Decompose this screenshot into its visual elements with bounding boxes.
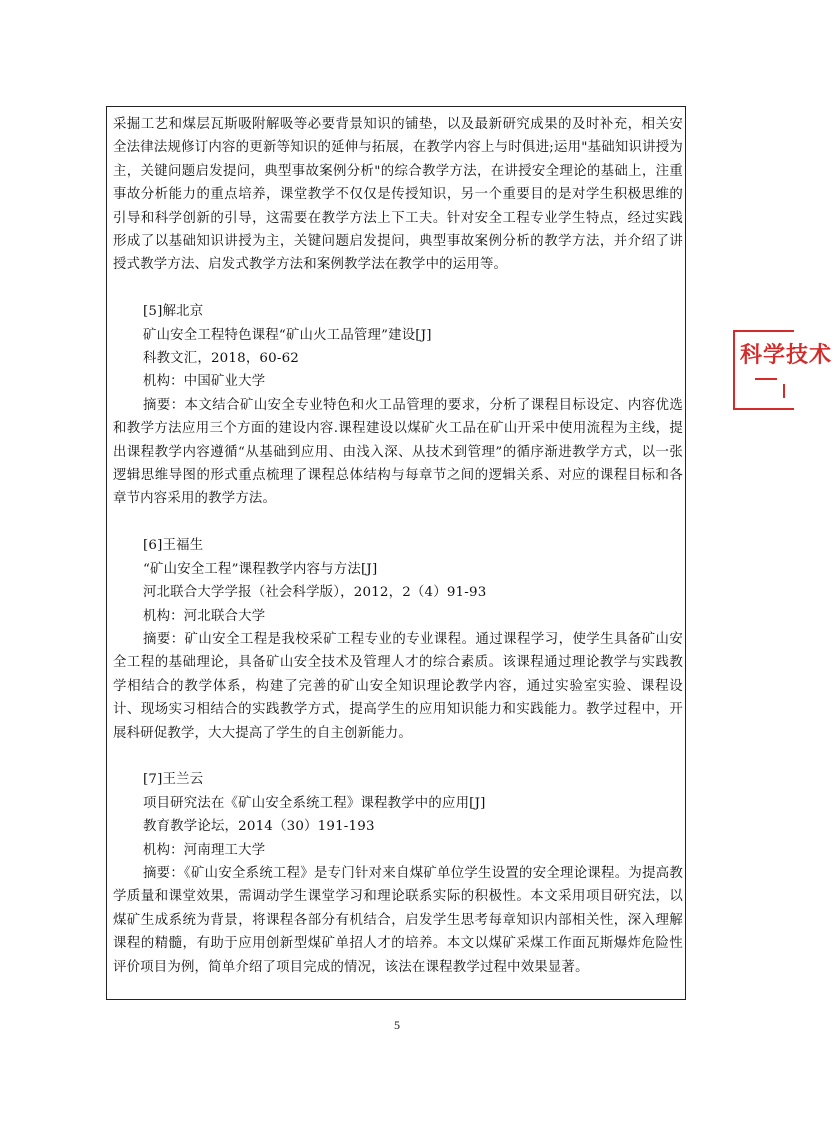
reference-abstract: 摘要：《矿山安全系统工程》是专门针对来自煤矿单位学生设置的安全理论课程。为提高教学质量和课堂效果，需调动学生课堂学习和理论联系实际的积极性。本文采用项目研究法，以煤矿生成系统为背景，将课程各部分有机结合，启发学生思考每章知识内部相关性，深入理解课程的精髓，有助于应用创新型煤矿单招人才的培养。本文以煤矿采煤工作面瓦斯爆炸危险性评价项目为例，简单介绍了项目完成的情况，该法在课程教学过程中效果显著。 bbox=[113, 865, 683, 975]
reference-title: “矿山安全工程”课程教学内容与方法[J] bbox=[143, 561, 378, 577]
reference-title: 项目研究法在《矿山安全系统工程》课程教学中的应用[J] bbox=[143, 795, 486, 811]
red-seal-stamp bbox=[733, 330, 832, 410]
reference-author: [6]王福生 bbox=[143, 538, 204, 554]
reference-source: 科教文汇，2018，60-62 bbox=[143, 351, 300, 367]
reference-abstract: 摘要：本文结合矿山安全专业特色和火工品管理的要求，分析了课程目标设定、内容优选和教学方法应用三个方面的建设内容.课程建设以煤矿火工品在矿山开采中使用流程为主线，提出课程教学内容遵循“从基础到应用、由浅入深、从技术到管理”的循序渐进教学方式，以一张逻辑思维导图的形式重点梳理了课程总体结构与每章节之间的逻辑关系、对应的课程目标和各章节内容采用的教学方法。 bbox=[113, 397, 683, 507]
stamp-text: 科学技术 bbox=[740, 343, 832, 368]
reference-institution: 机构：河北联合大学 bbox=[143, 608, 266, 624]
page-number: 5 bbox=[394, 1018, 400, 1032]
spacer bbox=[113, 277, 683, 300]
reference-institution: 机构：河南理工大学 bbox=[143, 842, 266, 858]
spacer bbox=[113, 745, 683, 768]
stamp-mark bbox=[755, 378, 777, 386]
reference-source: 河北联合大学学报（社会科学版），2012，2（4）91-93 bbox=[143, 585, 487, 601]
reference-abstract: 摘要：矿山安全工程是我校采矿工程专业的专业课程。通过课程学习，使学生具备矿山安全工程的基础理论，具备矿山安全技术及管理人才的综合素质。该课程通过理论教学与实践教学相结合的教学体系，构建了完善的矿山安全知识理论教学内容，通过实验室实验、课程设计、现场实习相结合的实践教学方式，提高学生的应用知识能力和实践能力。教学过程中，开展科研促教学，大大提高了学生的自主创新能力。 bbox=[113, 631, 683, 741]
reference-source: 教育教学论坛，2014（30）191-193 bbox=[143, 819, 375, 835]
reference-entry-6 bbox=[113, 534, 683, 745]
document-body bbox=[113, 113, 683, 979]
intro-paragraph: 采掘工艺和煤层瓦斯吸附解吸等必要背景知识的铺垫，以及最新研究成果的及时补充，相关安全法律法规修订内容的更新等知识的延伸与拓展，在教学内容上与时俱进;运用"基础知识讲授为主，关键问题启发提问，典型事故案例分析"的综合教学方法，在讲授安全理论的基础上，注重事故分析能力的重点培养，课堂教学不仅仅是传授知识，另一个重要目的是对学生积极思维的引导和科学创新的引导，这需要在教学方法上下工夫。针对安全工程专业学生特点，经过实践形成了以基础知识讲授为主，关键问题启发提问，典型事故案例分析的教学方法，并介绍了讲授式教学方法、启发式教学方法和案例教学法在教学中的运用等。 bbox=[113, 117, 683, 273]
reference-title: 矿山安全工程特色课程“矿山火工品管理”建设[J] bbox=[143, 327, 432, 343]
reference-author: [5]解北京 bbox=[143, 304, 204, 320]
stamp-mark bbox=[783, 384, 795, 398]
reference-entry-5 bbox=[113, 300, 683, 511]
spacer bbox=[113, 511, 683, 534]
reference-institution: 机构：中国矿业大学 bbox=[143, 374, 266, 390]
reference-author: [7]王兰云 bbox=[143, 772, 204, 788]
reference-entry-7 bbox=[113, 768, 683, 979]
